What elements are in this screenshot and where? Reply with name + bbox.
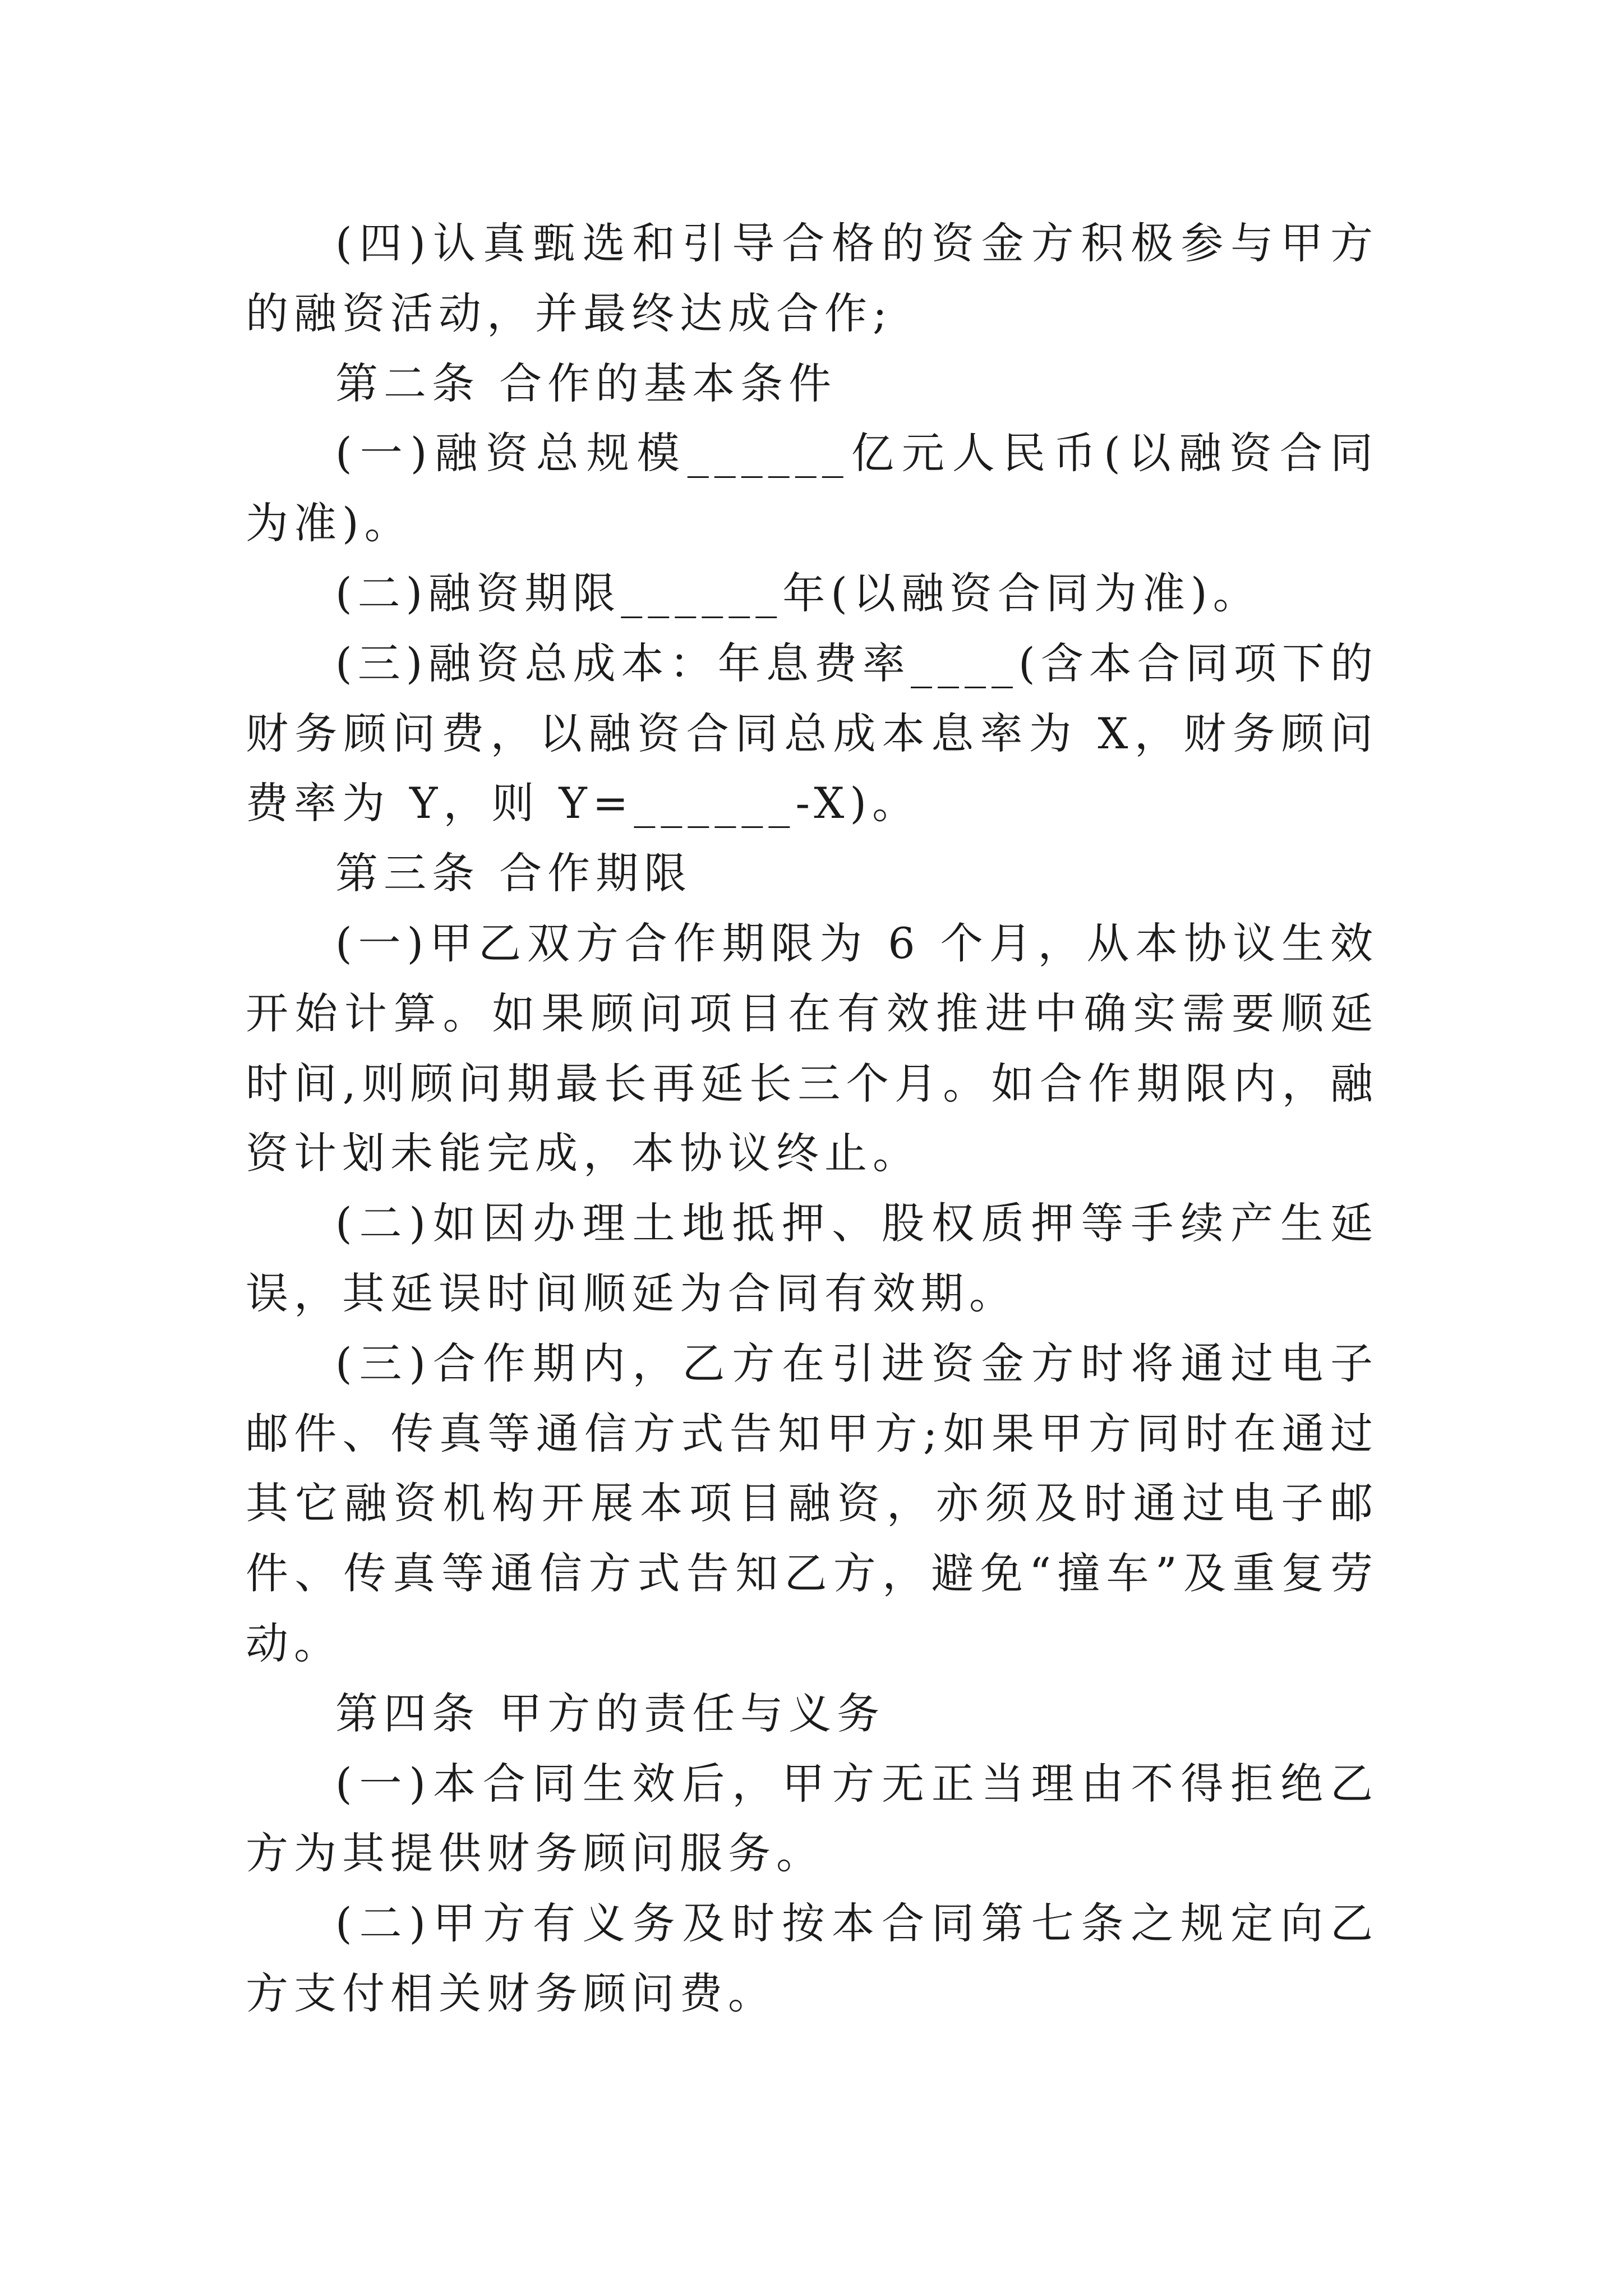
- clause-paragraph: (二)甲方有义务及时按本合同第七条之规定向乙方支付相关财务顾问费。: [246, 1898, 1378, 2018]
- clause-paragraph: (一)融资总规模______亿元人民币(以融资合同为准)。: [246, 428, 1378, 549]
- clause-paragraph: (二)如因办理土地抵押、股权质押等手续产生延误，其延误时间顺延为合同有效期。: [246, 1198, 1378, 1318]
- clause-paragraph: (三)合作期内，乙方在引进资金方时将通过电子邮件、传真等通信方式告知甲方;如果甲方同时在通过其它融资机构开展本项目融资，亦须及时通过电子邮件、传真等通信方式告知乙方，避免“撞车”及重复劳动。: [246, 1338, 1378, 1668]
- clause-paragraph: (二)融资期限______年(以融资合同为准)。: [335, 568, 1261, 618]
- article-heading: 第四条 甲方的责任与义务: [335, 1688, 886, 1738]
- clause-paragraph: (一)本合同生效后，甲方无正当理由不得拒绝乙方为其提供财务顾问服务。: [246, 1758, 1378, 1879]
- clause-paragraph: (一)甲乙双方合作期限为 6 个月，从本协议生效开始计算。如果顾问项目在有效推进中确实需要顺延时间,则顾问期最长再延长三个月。如合作期限内，融资计划未能完成，本协议终止。: [246, 918, 1378, 1179]
- clause-paragraph: (三)融资总成本：年息费率____(含本合同项下的财务顾问费，以融资合同总成本息率为 X，财务顾问费率为 Y，则 Y=______-X)。: [246, 638, 1378, 829]
- article-heading: 第二条 合作的基本条件: [335, 358, 837, 408]
- clause-paragraph: (四)认真甄选和引导合格的资金方积极参与甲方的融资活动，并最终达成合作;: [246, 218, 1378, 338]
- article-heading: 第三条 合作期限: [335, 848, 693, 899]
- document-body: [246, 209, 1378, 2029]
